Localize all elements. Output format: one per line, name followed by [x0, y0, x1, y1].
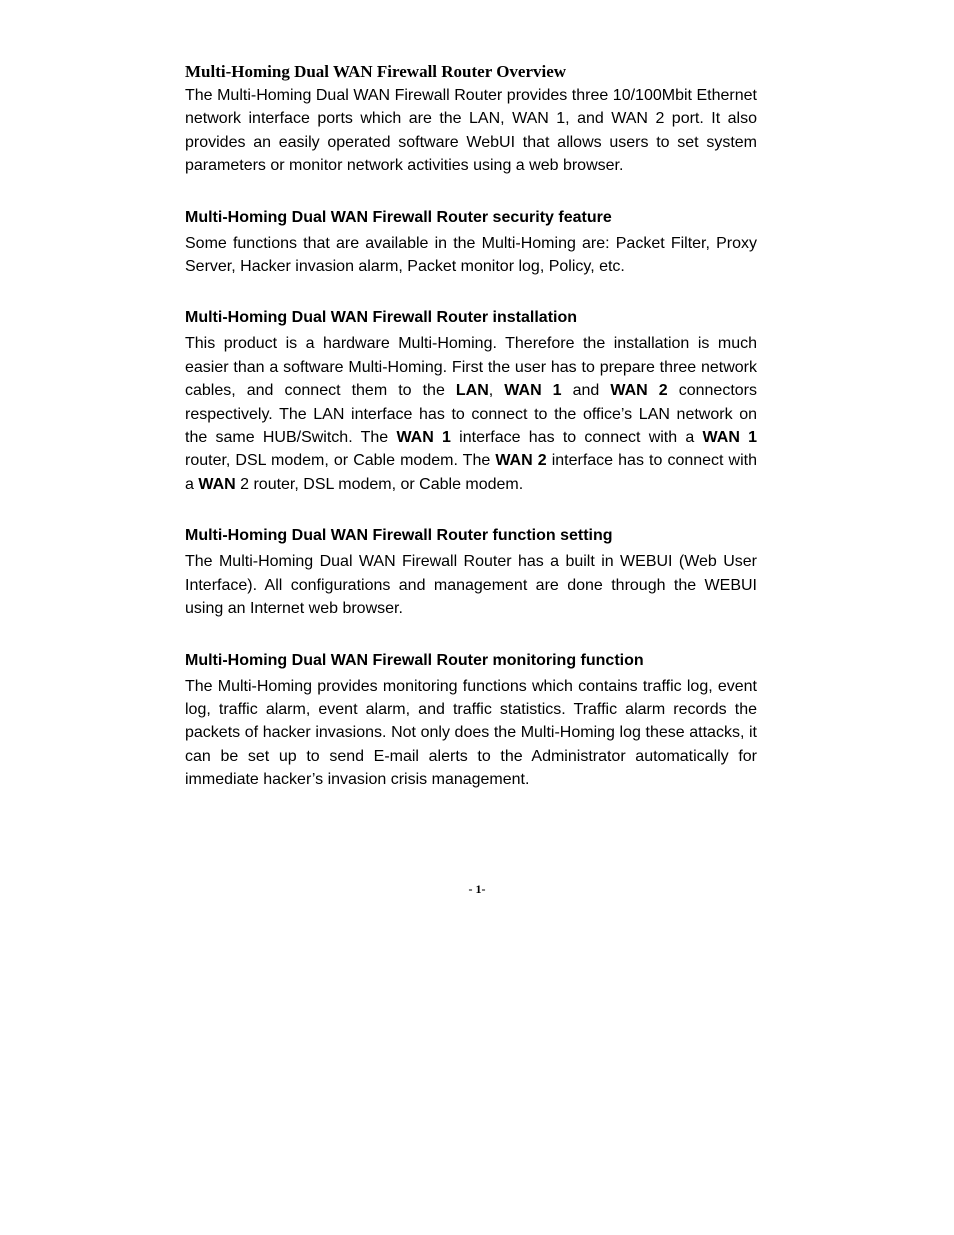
- text-run: interface has to connect with a: [450, 429, 703, 447]
- section-paragraph: The Multi-Homing provides monitoring functions which contains traffic log, event log, traffic alarm, event alarm, and traffic statistics. Traffic alarm records the packets of hacker invasions. Not only does the Multi-Homing log these attacks, it can be set up to send E-mail alerts to the Administrator automatically for immediate hacker’s invasion crisis management.: [185, 677, 757, 789]
- page-number: - 1-: [468, 882, 486, 896]
- section-heading: Multi-Homing Dual WAN Firewall Router function setting: [185, 527, 613, 545]
- section-paragraph: [185, 332, 757, 496]
- text-run: connectors respectively. The LAN interface has to connect to the office’s LAN network on the same HUB/Switch. The: [185, 382, 757, 447]
- bold-term: WAN 1: [396, 429, 451, 447]
- bold-term: WAN: [198, 475, 236, 493]
- text-run: and: [561, 382, 611, 400]
- section-heading: Multi-Homing Dual WAN Firewall Router security feature: [185, 208, 612, 226]
- bold-term: LAN: [455, 382, 489, 400]
- section-overview: [185, 60, 757, 178]
- section-security-feature: [185, 206, 757, 279]
- text-run: ,: [488, 382, 505, 400]
- text-run: router, DSL modem, or Cable modem. The: [185, 452, 496, 470]
- text-run: interface has to connect with a: [185, 452, 758, 493]
- section-heading: Multi-Homing Dual WAN Firewall Router installation: [185, 309, 578, 327]
- bold-term: WAN 1: [702, 429, 758, 447]
- bold-term: WAN 2: [610, 382, 668, 400]
- section-paragraph: The Multi-Homing Dual WAN Firewall Router provides three 10/100Mbit Ethernet network interface ports which are the LAN, WAN 1, and WAN 2 port. It also provides an easily operated software WebUI that allows users to set system parameters or monitor network activities using a web browser.: [185, 87, 757, 175]
- bold-term: WAN 2: [495, 452, 547, 470]
- document-page: [185, 60, 757, 792]
- bold-term: WAN 1: [504, 382, 562, 400]
- section-function-setting: [185, 524, 757, 620]
- section-heading: Multi-Homing Dual WAN Firewall Router Overview: [185, 62, 567, 81]
- text-run: 2 router, DSL modem, or Cable modem.: [235, 475, 524, 493]
- section-heading: Multi-Homing Dual WAN Firewall Router monitoring function: [185, 651, 644, 669]
- text-run: This product is a hardware Multi-Homing. Therefore the installation is much easier than a software Multi-Homing. First the user has to prepare three network cables, and connect them to the: [185, 335, 757, 400]
- section-monitoring-function: [185, 649, 757, 792]
- section-installation: [185, 306, 757, 496]
- section-paragraph: Some functions that are available in the Multi-Homing are: Packet Filter, Proxy Server, Hacker invasion alarm, Packet monitor log, Policy, etc.: [185, 234, 757, 276]
- section-paragraph: The Multi-Homing Dual WAN Firewall Router has a built in WEBUI (Web User Interface). All configurations and management are done through the WEBUI using an Internet web browser.: [185, 553, 757, 618]
